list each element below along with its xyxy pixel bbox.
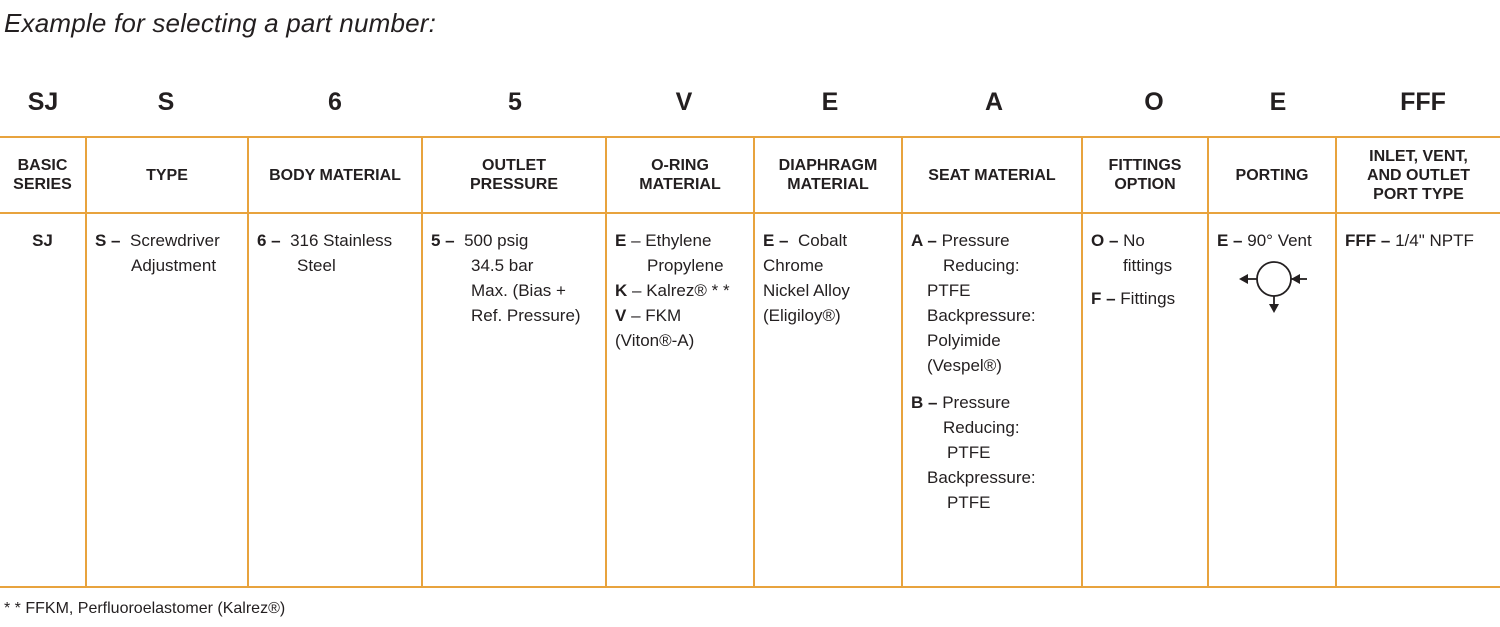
code-basic-series: SJ — [27, 88, 59, 116]
code-diaphragm-material: E — [821, 88, 839, 116]
code-oring-material: V — [675, 88, 693, 116]
code-porting: E — [1269, 88, 1287, 116]
header-basic-series: BASIC SERIES — [0, 137, 86, 213]
vent-arrows-diagram-icon — [1239, 257, 1309, 313]
table-header-row — [0, 137, 1500, 213]
code-body-material: 6 — [328, 88, 342, 116]
footnote: * * FFKM, Perfluoroelastomer (Kalrez®) — [4, 600, 286, 617]
seat-option-b: B – Pressure Reducing: PTFE Backpressure: PTFE — [911, 393, 1036, 512]
cell-seat-material — [902, 213, 1082, 587]
header-seat-material: SEAT MATERIAL — [902, 137, 1082, 213]
cell-porting: E – 90° Vent — [1208, 213, 1336, 587]
code-outlet-pressure: 5 — [508, 88, 522, 116]
cell-oring-material: E – Ethylene Propylene K – Kalrez® * * V – FKM (Viton®-A) — [606, 213, 754, 587]
header-diaphragm-material: DIAPHRAGM MATERIAL — [754, 137, 902, 213]
code-port-type: FFF — [1400, 88, 1446, 116]
header-body-material: BODY MATERIAL — [248, 137, 422, 213]
cell-type: S – Screwdriver Adjustment — [86, 213, 248, 587]
header-porting: PORTING — [1208, 137, 1336, 213]
code-seat-material: A — [984, 88, 1004, 116]
part-number-table — [0, 136, 1500, 588]
cell-basic-series: SJ — [32, 231, 53, 250]
example-title: Example for selecting a part number: — [4, 8, 437, 38]
header-oring-material: O-RING MATERIAL — [606, 137, 754, 213]
seat-option-a: A – Pressure Reducing: PTFE Backpressure: Polyimide (Vespel®) — [911, 231, 1036, 375]
cell-diaphragm-material: E – Cobalt Chrome Nickel Alloy (Eligiloy®) — [754, 213, 902, 587]
header-outlet-pressure: OUTLET PRESSURE — [422, 137, 606, 213]
cell-outlet-pressure: 5 – 500 psig 34.5 bar Max. (Bias + Ref. Pressure) — [422, 213, 606, 587]
cell-body-material: 6 – 316 Stainless Steel — [248, 213, 422, 587]
cell-port-type: FFF – 1/4" NPTF — [1336, 213, 1500, 587]
header-fittings-option: FITTINGS OPTION — [1082, 137, 1208, 213]
code-fittings-option: O — [1144, 88, 1164, 116]
code-type: S — [157, 88, 175, 116]
header-port-type: INLET, VENT, AND OUTLET PORT TYPE — [1336, 137, 1500, 213]
part-number-code-row — [0, 88, 1500, 128]
header-type: TYPE — [86, 137, 248, 213]
cell-fittings-option: O – No fittings F – Fittings — [1082, 213, 1208, 587]
table-row — [0, 213, 1500, 587]
